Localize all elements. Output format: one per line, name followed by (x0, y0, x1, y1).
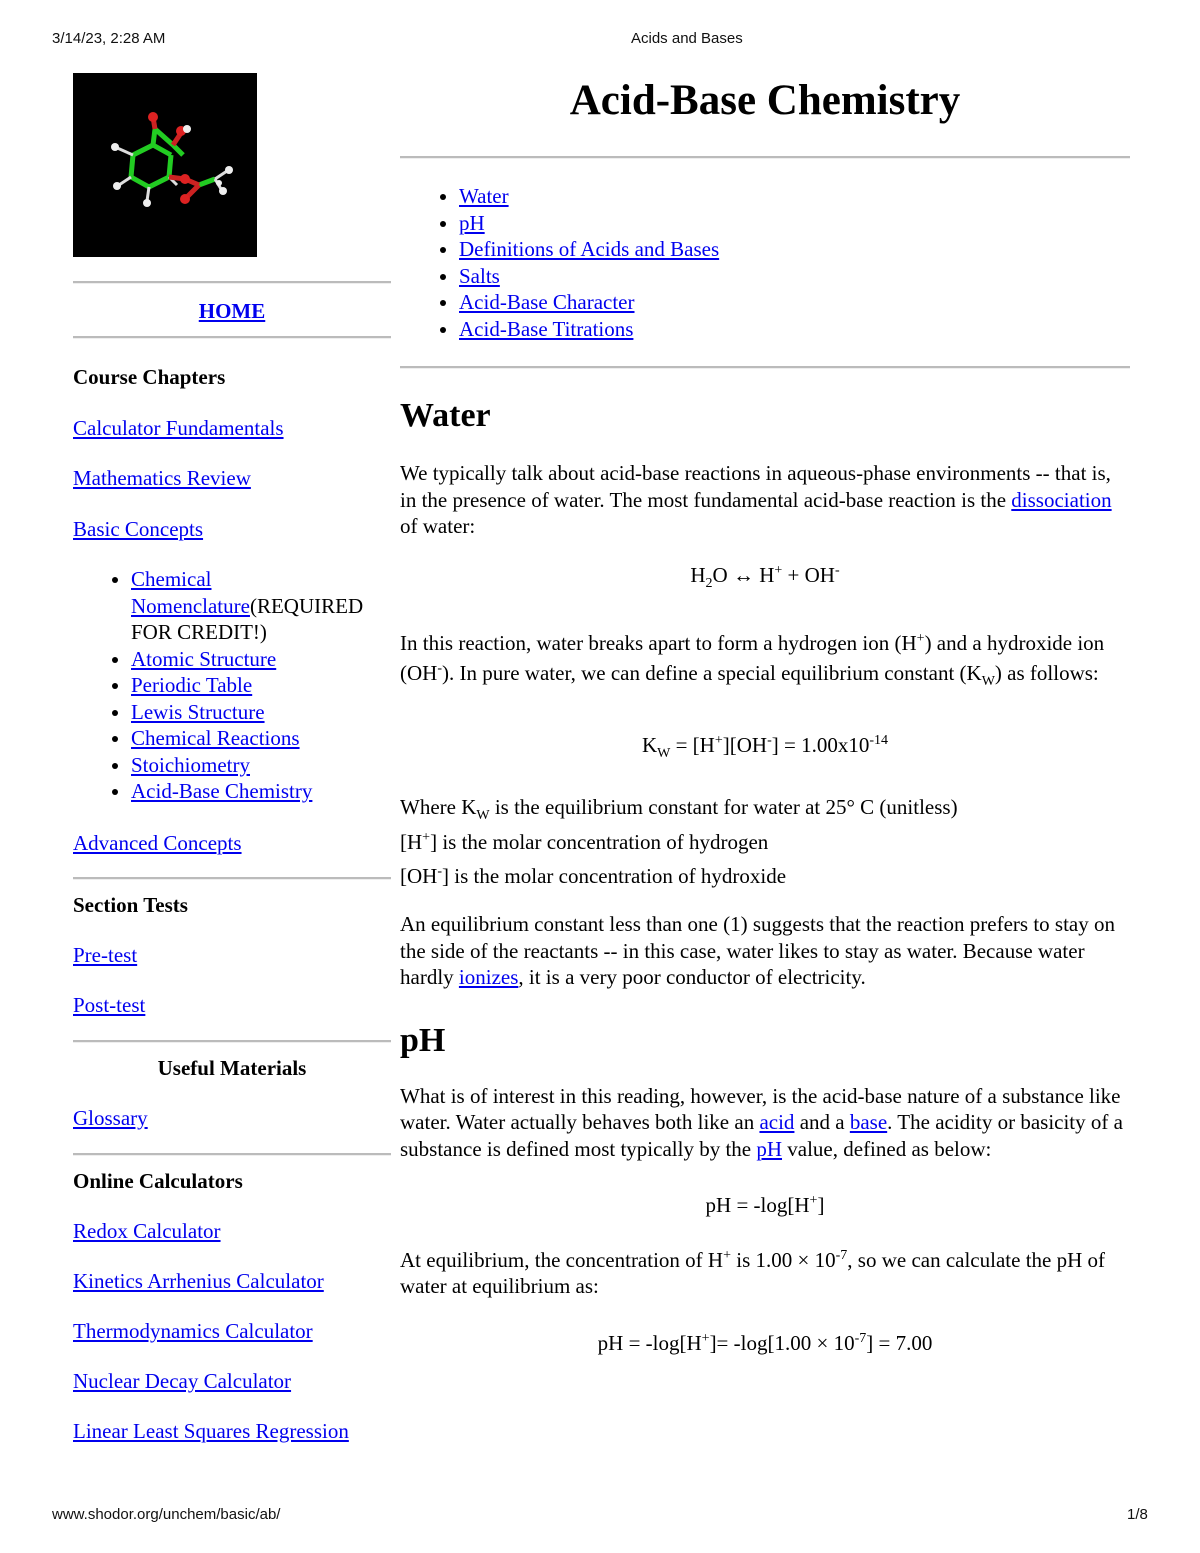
advanced-concepts-link[interactable]: Advanced Concepts (73, 830, 242, 855)
post-test-link[interactable]: Post-test (73, 992, 146, 1017)
list-item (459, 316, 1130, 343)
divider (73, 1153, 391, 1156)
list-item (459, 210, 1130, 237)
useful-materials-heading: Useful Materials (157, 1055, 307, 1080)
list-item (459, 289, 1130, 316)
divider (400, 156, 1130, 159)
list-item (131, 646, 396, 673)
atomic-structure-link[interactable]: Atomic Structure (131, 646, 277, 671)
dissociation-link[interactable]: dissociation (1011, 487, 1112, 512)
online-calculators-heading: Online Calculators (73, 1168, 243, 1193)
list-item (459, 236, 1130, 263)
ph-water-equation: pH = $-\log[H^+]= -\log[1.00 \times 10^{-7}] = 7.00$ (597, 1330, 933, 1355)
home-link[interactable]: HOME (198, 299, 266, 323)
divider (73, 281, 391, 284)
print-page-number: 1/8 (1127, 1506, 1148, 1523)
toc-definitions-link[interactable]: Definitions of Acids and Bases (459, 237, 720, 261)
ionizes-link[interactable]: ionizes (458, 965, 519, 989)
required-note: (REQUIRED FOR CREDIT!) (131, 593, 364, 644)
list-item (131, 752, 396, 779)
divider (73, 1040, 391, 1043)
page-title: Acid-Base Chemistry (569, 77, 961, 124)
kw-equation: $K_W = [H^+][OH^-] = 1.00x10^{-14}$ (641, 733, 889, 762)
basic-concepts-list (73, 566, 396, 805)
molecule-logo-image (73, 73, 257, 257)
toc-acid-base-character-link[interactable]: Acid-Base Character (459, 290, 635, 314)
list-item (131, 778, 396, 805)
oh-definition: [OH-] is the molar concentration of hydroxide (400, 863, 787, 888)
pre-test-link[interactable]: Pre-test (73, 942, 138, 967)
kw-definition: Where $K_W$ is the equilibrium constant for water at 25° C (unitless) (400, 794, 958, 823)
water-paragraph-3: An equilibrium constant less than one (1) suggests that the reaction prefers to stay on the side of the reactants -- in this case, water likes to stay as water. Because water hardly ionizes, it is a very poor conductor of electricity. (400, 912, 1115, 989)
print-datetime: 3/14/23, 2:28 AM (52, 30, 166, 47)
acid-base-chemistry-link[interactable]: Acid-Base Chemistry (131, 779, 313, 803)
print-url: www.shodor.org/unchem/basic/ab/ (52, 1506, 281, 1523)
thermodynamics-calculator-link[interactable]: Thermodynamics Calculator (73, 1318, 313, 1343)
list-item (131, 725, 396, 752)
calculator-fundamentals-link[interactable]: Calculator Fundamentals (73, 416, 284, 440)
periodic-table-link[interactable]: Periodic Table (131, 673, 253, 697)
nuclear-decay-calculator-link[interactable]: Nuclear Decay Calculator (73, 1368, 292, 1393)
list-item (131, 566, 396, 646)
list-item (459, 183, 1130, 210)
ph-paragraph-2: At equilibrium, the concentration of H+ is $1.00 \times 10^{-7}$, so we can calculate the pH of water at equilibrium as: (400, 1247, 1106, 1298)
table-of-contents (400, 183, 1130, 342)
toc-acid-base-titrations-link[interactable]: Acid-Base Titrations (459, 316, 634, 341)
ph-definition-equation: pH = -log[H+] (705, 1193, 825, 1217)
list-item (131, 699, 396, 726)
toc-water-link[interactable]: Water (459, 184, 509, 208)
water-paragraph-2: In this reaction, water breaks apart to form a hydrogen ion (H+) and a hydroxide ion (OH-). In pure water, we can define a special equilibrium constant $(K_W)$ as follows: (400, 631, 1105, 690)
lewis-structure-link[interactable]: Lewis Structure (131, 699, 265, 724)
list-item (131, 672, 396, 699)
water-dissociation-equation: $H_2O$ ↔ H+ + OH- (690, 562, 840, 591)
basic-concepts-link[interactable]: Basic Concepts (73, 517, 204, 541)
print-doc-title: Acids and Bases (631, 30, 743, 47)
water-heading: Water (400, 397, 491, 434)
base-link[interactable]: base (849, 1110, 888, 1134)
ph-heading: pH (400, 1021, 446, 1059)
ph-paragraph-1: What is of interest in this reading, however, is the acid-base nature of a substance like water. Water actually behaves both like an acid and a base. The acidity or basicity of a substance is defined most typically by the pH value, defined as below: (400, 1083, 1123, 1161)
stoichiometry-link[interactable]: Stoichiometry (131, 752, 250, 777)
water-paragraph-1: We typically talk about acid-base reactions in aqueous-phase environments -- that is, in the presence of water. The most fundamental acid-base reaction is the dissociation of water: (400, 461, 1112, 538)
list-item (459, 263, 1130, 290)
redox-calculator-link[interactable]: Redox Calculator (73, 1218, 221, 1243)
main-content (400, 73, 1130, 1356)
linear-least-squares-regression-link[interactable]: Linear Least Squares Regression (73, 1418, 349, 1443)
chemical-nomenclature-link[interactable]: Chemical Nomenclature (131, 567, 250, 618)
kinetics-arrhenius-calculator-link[interactable]: Kinetics Arrhenius Calculator (73, 1268, 324, 1293)
divider (73, 877, 391, 880)
divider (400, 366, 1130, 369)
toc-ph-link[interactable]: pH (459, 210, 485, 235)
sidebar (73, 73, 391, 1444)
divider (73, 336, 391, 339)
toc-salts-link[interactable]: Salts (459, 263, 500, 288)
acid-link[interactable]: acid (759, 1110, 795, 1134)
hplus-definition: [H+] is the molar concentration of hydrogen (400, 830, 769, 854)
course-chapters-heading: Course Chapters (73, 365, 226, 389)
glossary-link[interactable]: Glossary (73, 1105, 148, 1130)
mathematics-review-link[interactable]: Mathematics Review (73, 466, 251, 490)
ph-link[interactable]: pH (756, 1136, 783, 1161)
section-tests-heading: Section Tests (73, 892, 188, 917)
chemical-reactions-link[interactable]: Chemical Reactions (131, 726, 300, 750)
